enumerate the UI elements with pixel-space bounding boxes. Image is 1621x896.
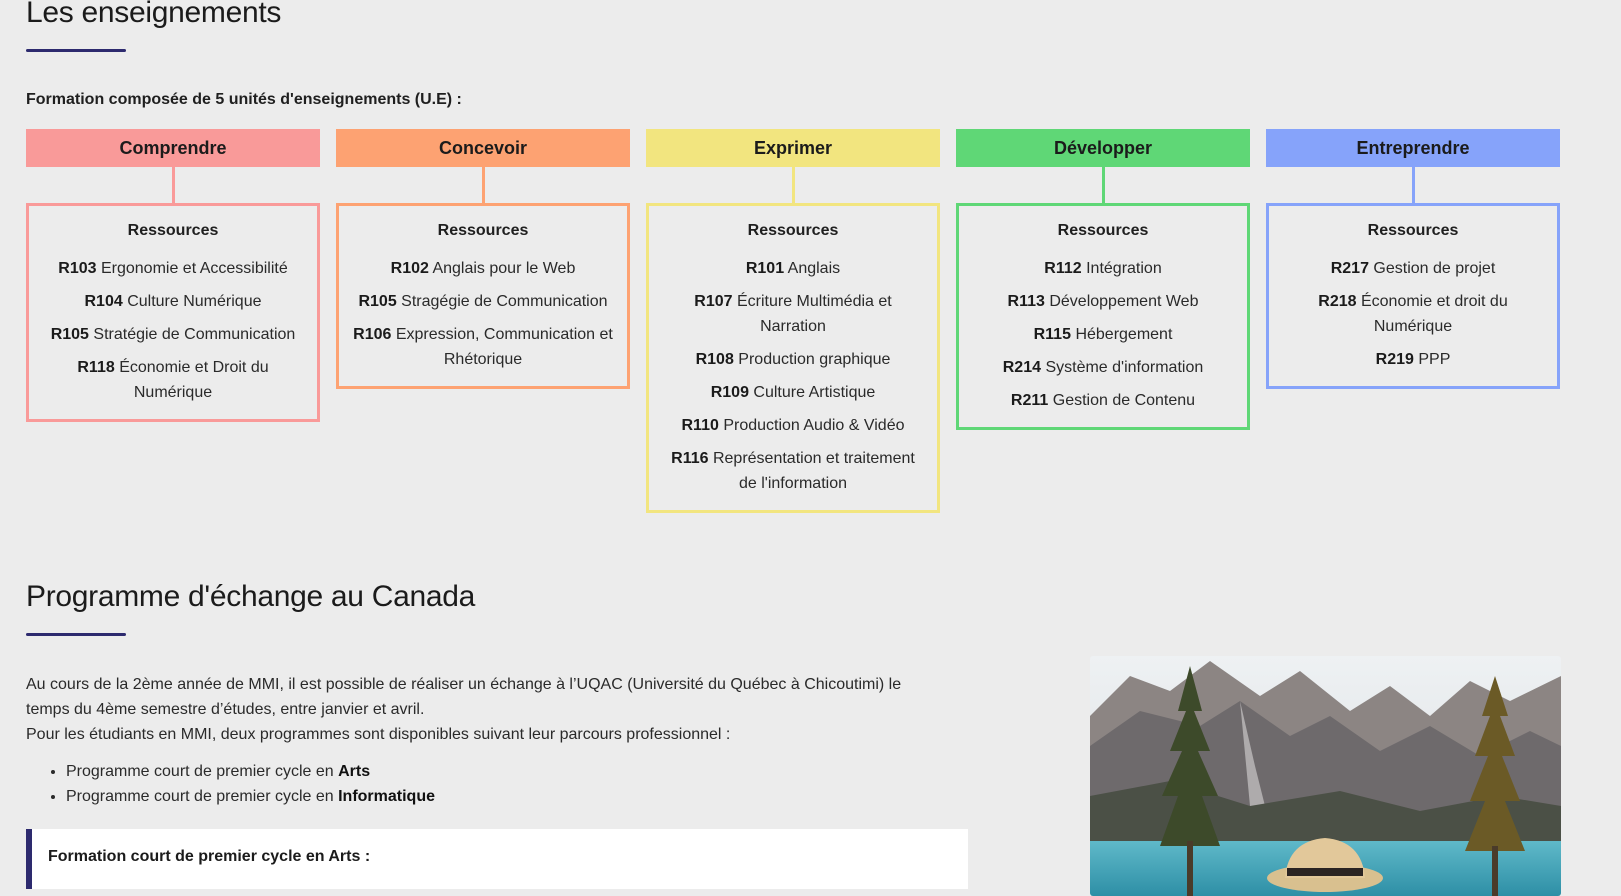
resource-item xyxy=(1281,289,1545,339)
resource-item xyxy=(41,322,305,347)
resource-label: Expression, Communication et Rhétorique xyxy=(395,326,613,368)
resource-label: Stragégie de Communication xyxy=(401,293,608,310)
resource-item xyxy=(661,289,925,339)
resource-label: Culture Numérique xyxy=(127,293,262,310)
resource-label: PPP xyxy=(1418,351,1451,368)
ue-header: Exprimer xyxy=(646,129,940,167)
resource-item xyxy=(661,446,925,496)
canada-landscape-image xyxy=(1090,656,1561,896)
ue-connector xyxy=(792,167,795,203)
resource-item xyxy=(661,347,925,372)
ue-header: Comprendre xyxy=(26,129,320,167)
resource-label: Système d'information xyxy=(1045,359,1204,376)
ue-resources-box xyxy=(26,203,320,422)
resource-label: Représentation et traitement de l'information xyxy=(712,450,915,492)
resource-code: R116 xyxy=(671,450,709,467)
ue-grid xyxy=(26,129,1560,513)
resources-title: Ressources xyxy=(1057,222,1149,239)
resource-item xyxy=(41,289,305,314)
resource-code: R115 xyxy=(1033,326,1071,343)
resource-label: Développement Web xyxy=(1049,293,1199,310)
program-item: • Programme court de premier cycle en Informatique xyxy=(66,784,946,809)
resource-item xyxy=(661,413,925,438)
resource-item xyxy=(41,256,305,281)
resource-label: Ergonomie et Accessibilité xyxy=(100,260,288,277)
resource-code: R103 xyxy=(58,260,97,277)
resource-label: Production Audio & Vidéo xyxy=(723,417,905,434)
resource-label: Production graphique xyxy=(738,351,891,368)
resource-code: R217 xyxy=(1330,260,1369,277)
resource-label: Hébergement xyxy=(1075,326,1173,343)
resource-code: R108 xyxy=(695,351,734,368)
ue-column xyxy=(646,129,940,513)
ue-column xyxy=(336,129,630,513)
ue-resources-box xyxy=(336,203,630,389)
exchange-paragraph: Au cours de la 2ème année de MMI, il est possible de réaliser un échange à l’UQAC (Université du Québec à Chicoutimi) le temps du 4ème semestre d’études, entre janvier et avril. xyxy=(26,676,902,718)
resource-label: Anglais pour le Web xyxy=(432,260,576,277)
resource-code: R110 xyxy=(681,417,719,434)
resource-code: R102 xyxy=(390,260,429,277)
title-underline xyxy=(26,633,126,636)
resource-item xyxy=(351,322,615,372)
ue-header: Développer xyxy=(956,129,1250,167)
ue-connector xyxy=(482,167,485,203)
program-item: • Programme court de premier cycle en Arts xyxy=(66,759,946,784)
ue-resources-box xyxy=(646,203,940,513)
resources-title: Ressources xyxy=(747,222,839,239)
resource-item xyxy=(1281,347,1545,372)
resources-title: Ressources xyxy=(437,222,529,239)
ue-column xyxy=(1266,129,1560,513)
ue-connector xyxy=(1102,167,1105,203)
resource-label: Gestion de projet xyxy=(1373,260,1496,277)
resource-item xyxy=(1281,256,1545,281)
title-underline xyxy=(26,49,126,52)
resource-code: R105 xyxy=(358,293,397,310)
resource-code: R218 xyxy=(1318,293,1357,310)
resource-code: R113 xyxy=(1007,293,1045,310)
resource-label: Écriture Multimédia et Narration xyxy=(736,293,892,335)
ue-column xyxy=(26,129,320,513)
resource-code: R118 xyxy=(77,359,115,376)
resource-item xyxy=(971,256,1235,281)
formation-arts-card xyxy=(26,829,968,889)
resource-item xyxy=(351,289,615,314)
resource-item xyxy=(661,380,925,405)
resource-code: R107 xyxy=(694,293,733,310)
program-list xyxy=(26,759,946,809)
resource-code: R109 xyxy=(710,384,749,401)
resource-label: Stratégie de Communication xyxy=(93,326,296,343)
resource-label: Intégration xyxy=(1086,260,1162,277)
resource-label: Gestion de Contenu xyxy=(1052,392,1196,409)
resource-label: Économie et droit du Numérique xyxy=(1360,293,1508,335)
resources-title: Ressources xyxy=(127,222,219,239)
resource-code: R101 xyxy=(745,260,785,277)
resource-label: Économie et Droit du Numérique xyxy=(119,359,269,401)
resource-item xyxy=(971,355,1235,380)
resource-item xyxy=(971,388,1235,413)
resource-item xyxy=(661,256,925,281)
ue-resources-box xyxy=(1266,203,1560,389)
resources-title: Ressources xyxy=(1367,222,1459,239)
resource-item xyxy=(351,256,615,281)
resource-code: R211 xyxy=(1010,392,1049,409)
exchange-paragraph: Pour les étudiants en MMI, deux programmes sont disponibles suivant leur parcours professionnel : xyxy=(26,726,731,743)
resource-code: R105 xyxy=(50,326,89,343)
ue-resources-box xyxy=(956,203,1250,430)
resource-code: R214 xyxy=(1002,359,1041,376)
resource-item xyxy=(41,355,305,405)
ue-connector xyxy=(1412,167,1415,203)
ue-header: Concevoir xyxy=(336,129,630,167)
section-title-teaching: Les enseignements xyxy=(26,0,282,29)
ue-header: Entreprendre xyxy=(1266,129,1560,167)
ue-column xyxy=(956,129,1250,513)
formation-card-title: Formation court de premier cycle en Arts : xyxy=(48,848,371,865)
section-title-exchange: Programme d'échange au Canada xyxy=(26,580,475,613)
resource-label: Anglais xyxy=(787,260,841,277)
resource-code: R112 xyxy=(1044,260,1082,277)
resource-label: Culture Artistique xyxy=(753,384,876,401)
resource-code: R104 xyxy=(84,293,123,310)
ue-connector xyxy=(172,167,175,203)
resource-item xyxy=(971,289,1235,314)
resource-item xyxy=(971,322,1235,347)
resource-code: R219 xyxy=(1375,351,1414,368)
resource-code: R106 xyxy=(353,326,392,343)
exchange-description xyxy=(26,672,946,809)
formation-intro: Formation composée de 5 unités d'enseignements (U.E) : xyxy=(26,91,462,108)
